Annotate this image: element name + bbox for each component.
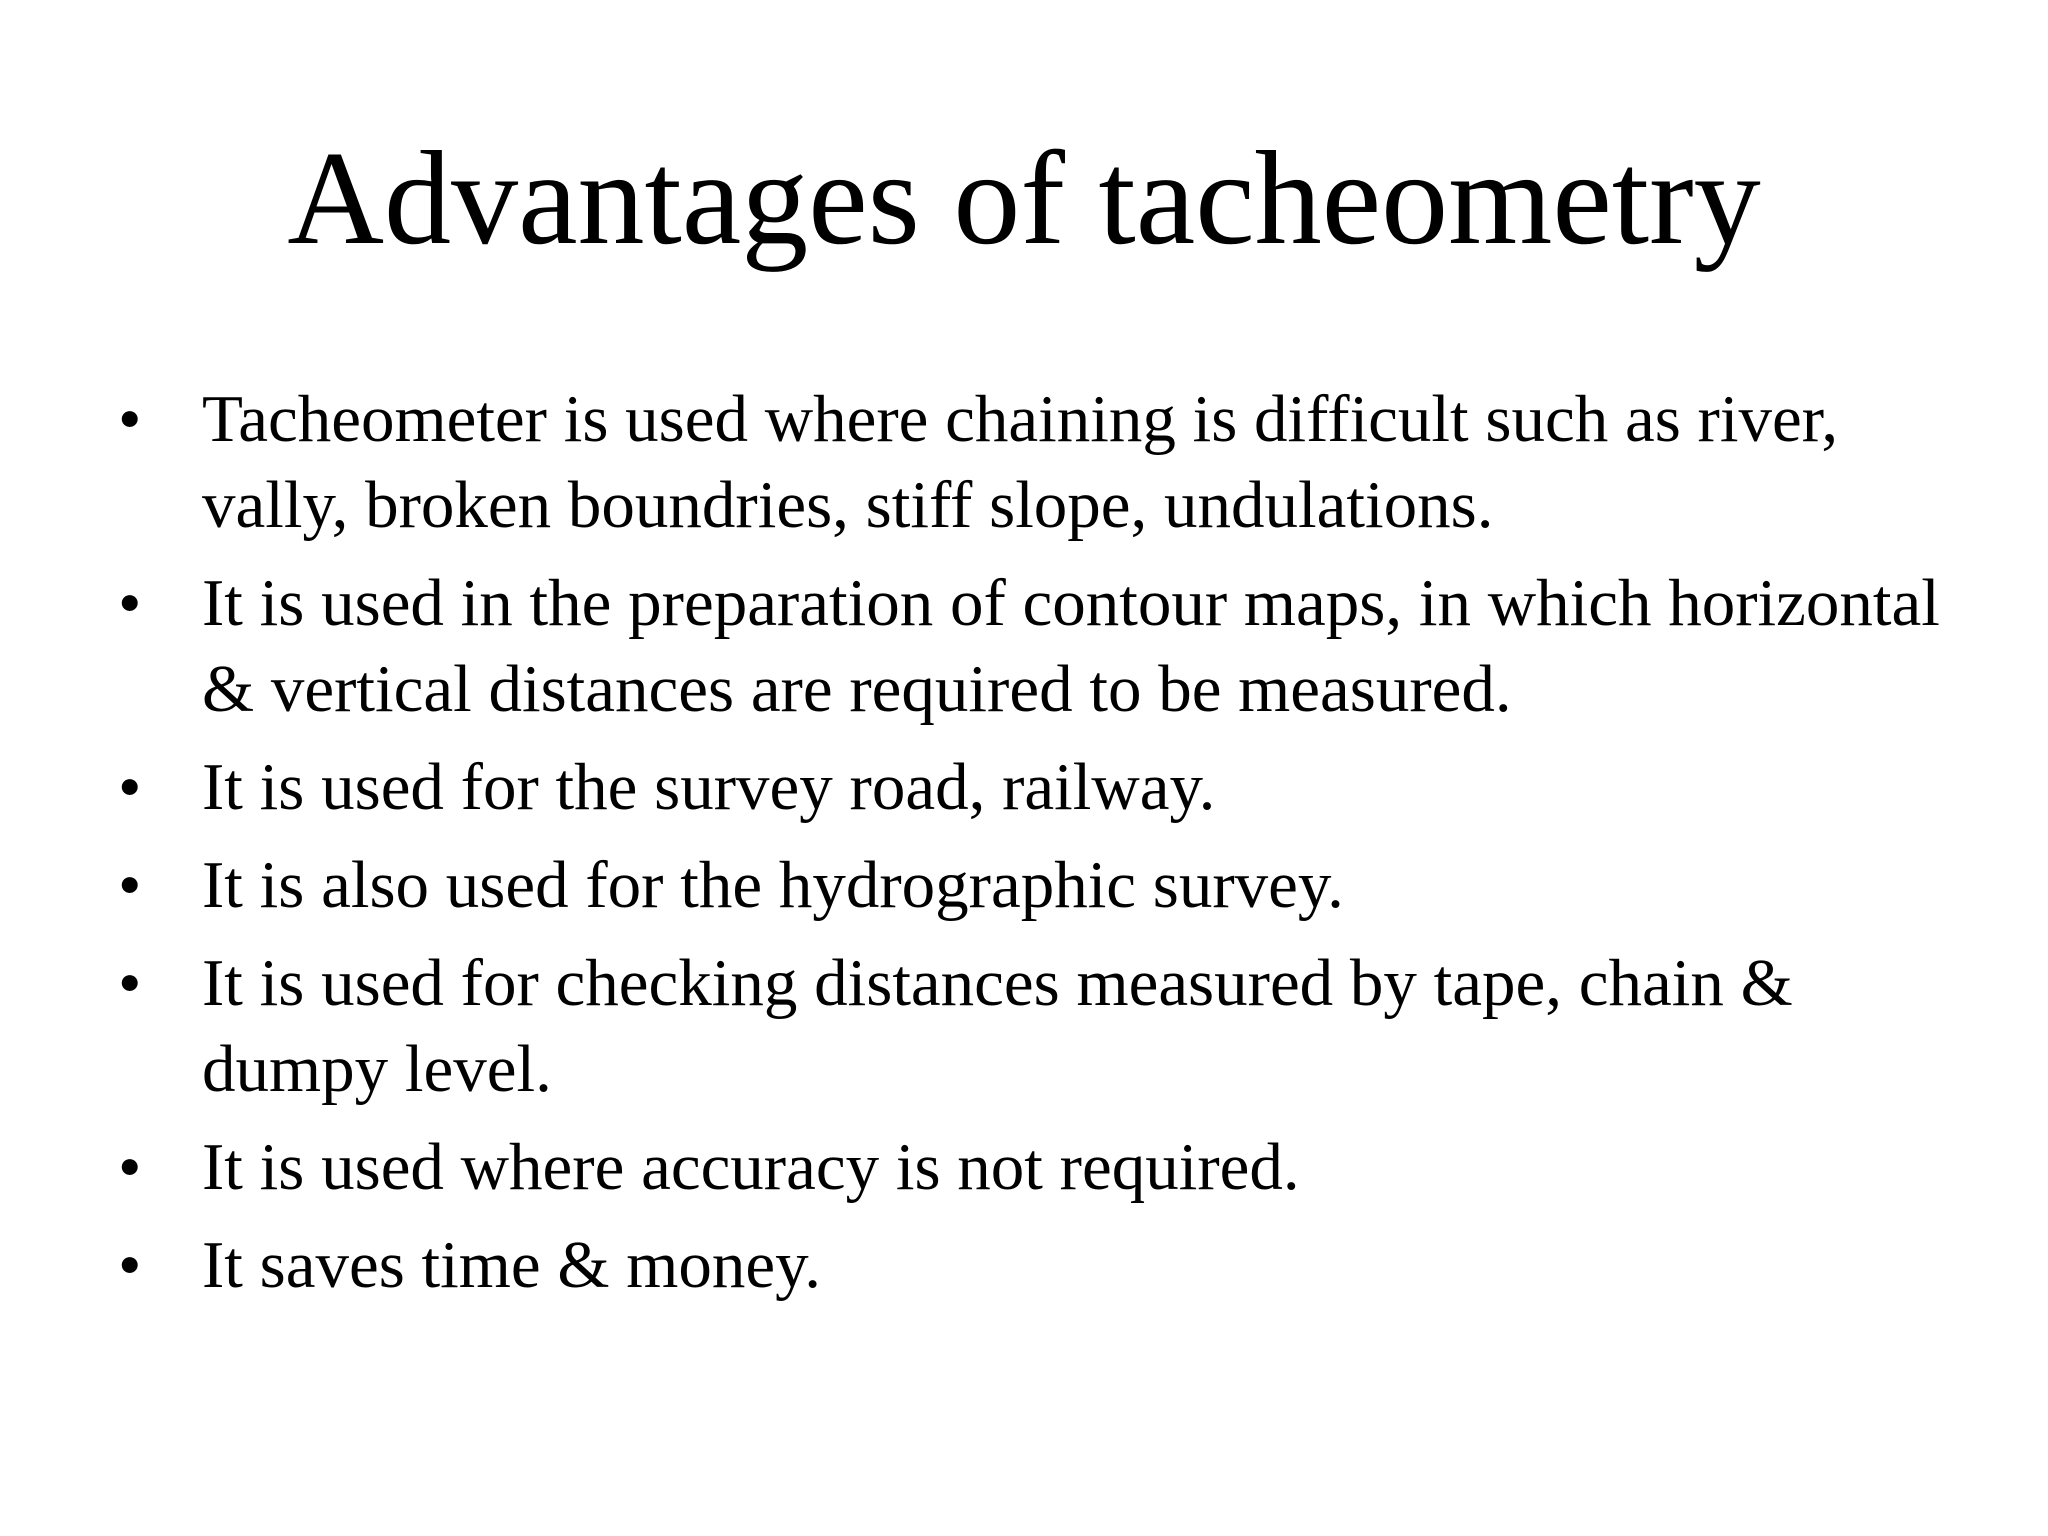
slide-title: Advantages of tacheometry bbox=[287, 124, 1761, 272]
bullet-item-3 bbox=[118, 744, 1948, 830]
bullet-text: It is also used for the hydrographic survey. bbox=[202, 848, 1344, 922]
bullet-text: Tacheometer is used where chaining is difficult such as river, vally, broken boundries, stiff slope, undulations. bbox=[202, 382, 1839, 542]
bullet-item-6 bbox=[118, 1124, 1948, 1210]
bullet-item-4 bbox=[118, 842, 1948, 928]
bullet-text: It is used where accuracy is not required. bbox=[202, 1130, 1300, 1204]
bullet-icon: • bbox=[118, 566, 142, 640]
bullet-icon: • bbox=[118, 946, 142, 1020]
bullet-item-5 bbox=[118, 940, 1948, 1112]
bullet-item-7 bbox=[118, 1222, 1948, 1308]
bullet-icon: • bbox=[118, 848, 142, 922]
bullet-list bbox=[118, 376, 1948, 1320]
bullet-text: It is used for the survey road, railway. bbox=[202, 750, 1216, 824]
bullet-item-1 bbox=[118, 376, 1948, 548]
bullet-text: It saves time & money. bbox=[202, 1228, 821, 1302]
bullet-text: It is used in the preparation of contour maps, in which horizontal & vertical distances are required to be measured. bbox=[202, 566, 1940, 726]
bullet-icon: • bbox=[118, 750, 142, 824]
bullet-item-2 bbox=[118, 560, 1948, 732]
bullet-icon: • bbox=[118, 1130, 142, 1204]
bullet-icon: • bbox=[118, 382, 142, 456]
bullet-icon: • bbox=[118, 1228, 142, 1302]
bullet-text: It is used for checking distances measured by tape, chain & dumpy level. bbox=[202, 946, 1793, 1106]
